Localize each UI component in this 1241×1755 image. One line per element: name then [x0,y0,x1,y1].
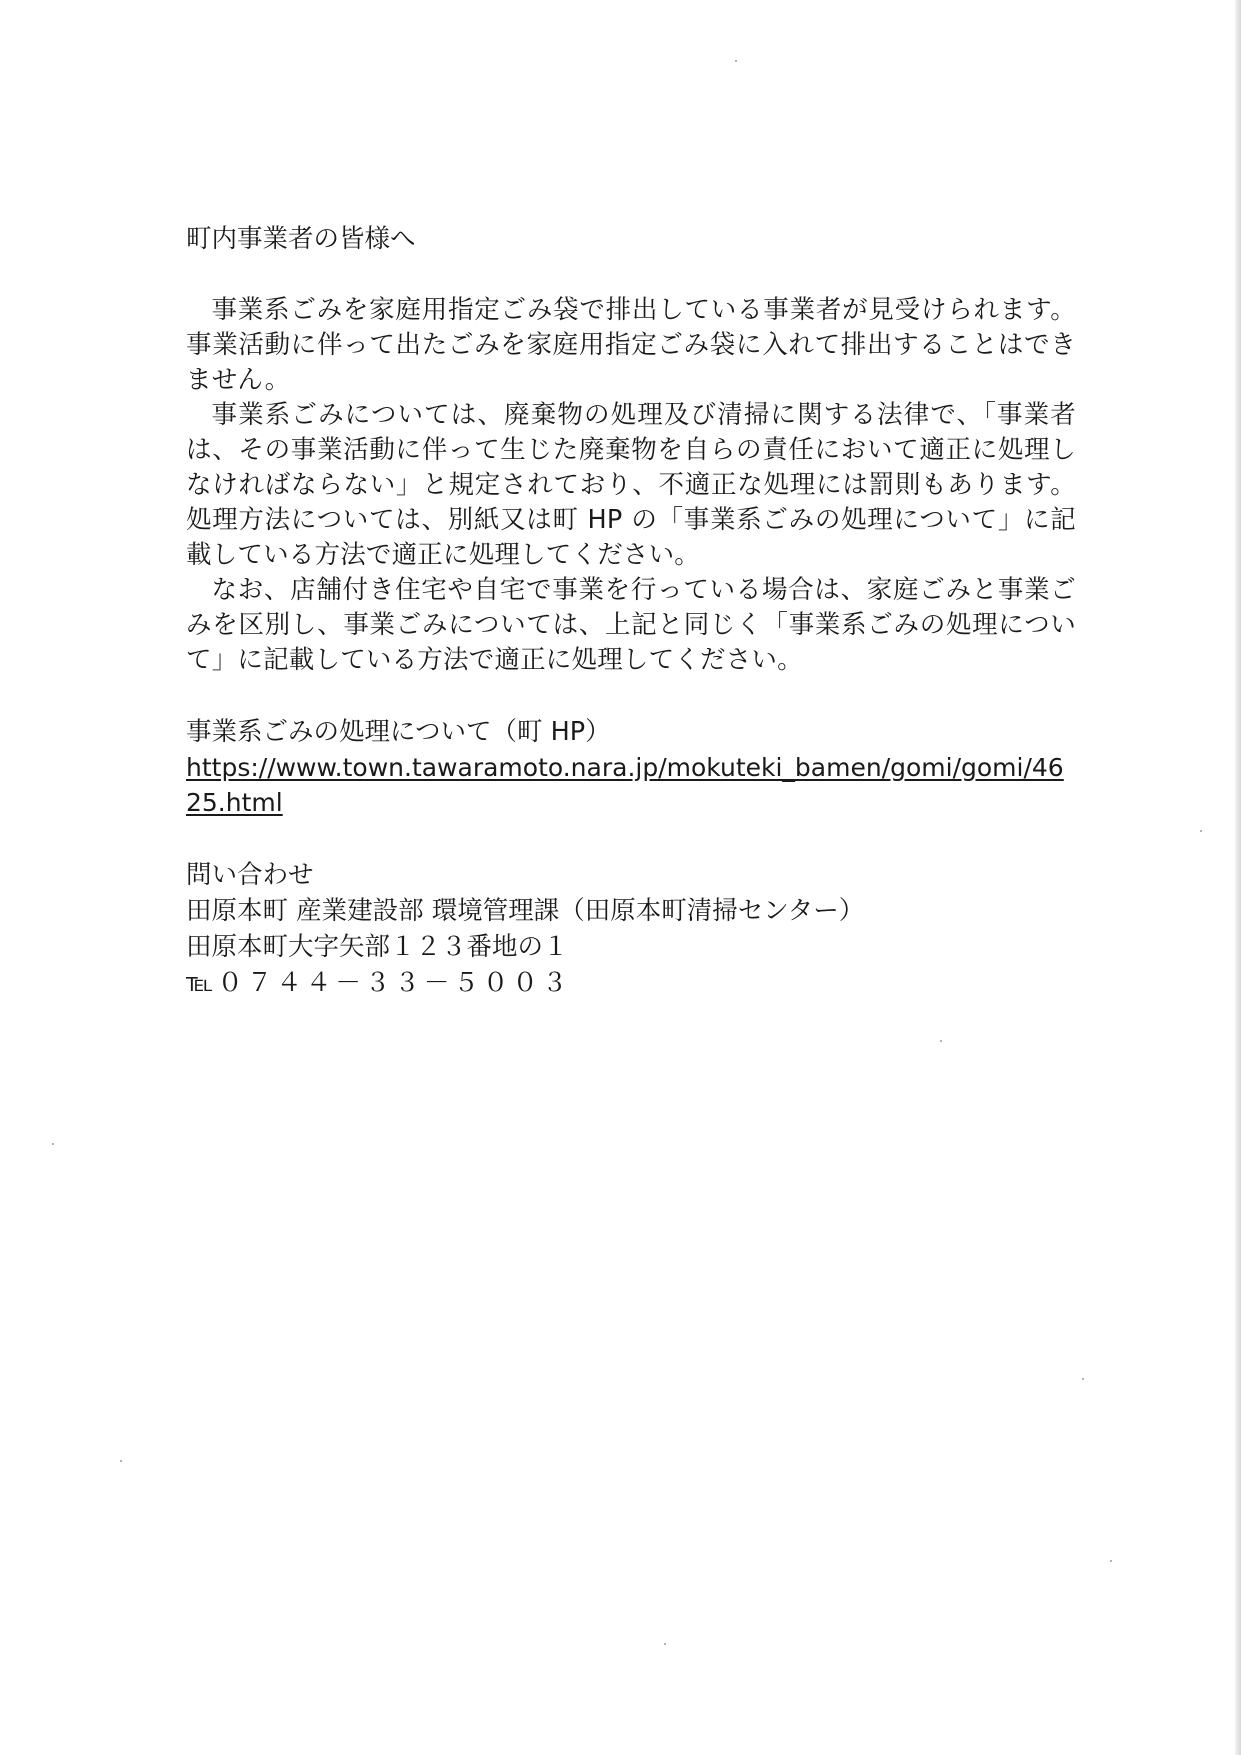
contact-section [186,857,1076,1001]
link-section [186,715,1076,820]
link-heading: 事業系ごみの処理について（町 HP） [186,717,611,747]
scan-speck [735,60,737,62]
paragraph-2: 事業系ごみについては、廃棄物の処理及び清掃に関する法律で、「事業者は、その事業活動に伴って生じた廃棄物を自らの責任において適正に処理しなければならない」と規定されており、不適正な処理には罰則もあります。処理方法については、別紙又は町 HP の「事業系ごみの処理について」に記載している方法で適正に処理してください。 [186,400,1076,570]
scan-speck [1110,1560,1112,1562]
scan-speck [940,1040,942,1042]
contact-office: 田原本町 産業建設部 環境管理課（田原本町清掃センター） [186,896,865,926]
scan-speck [120,1460,122,1462]
contact-address: 田原本町大字矢部１２３番地の１ [186,932,569,962]
scan-speck [52,1143,54,1145]
scan-speck [664,1643,666,1645]
scan-edge-shadow [1235,0,1241,1755]
website-link[interactable]: https://www.town.tawaramoto.nara.jp/mokuteki_bamen/gomi/gomi/4625.html [186,753,1064,817]
paragraph-1: 事業系ごみを家庭用指定ごみ袋で排出している事業者が見受けられます。事業活動に伴って出たごみを家庭用指定ごみ袋に入れて排出することはできません。 [186,295,1076,395]
scan-speck [1082,1378,1084,1380]
salutation: 町内事業者の皆様へ [186,224,416,254]
notice-body [186,222,1076,1001]
contact-tel: ℡０７４４－３３－５００３ [186,968,572,998]
paragraph-3: なお、店舗付き住宅や自宅で事業を行っている場合は、家庭ごみと事業ごみを区別し、事業ごみについては、上記と同じく「事業系ごみの処理について」に記載している方法で適正に処理してください。 [186,575,1076,675]
scan-speck [1200,830,1202,832]
contact-heading: 問い合わせ [186,860,314,890]
